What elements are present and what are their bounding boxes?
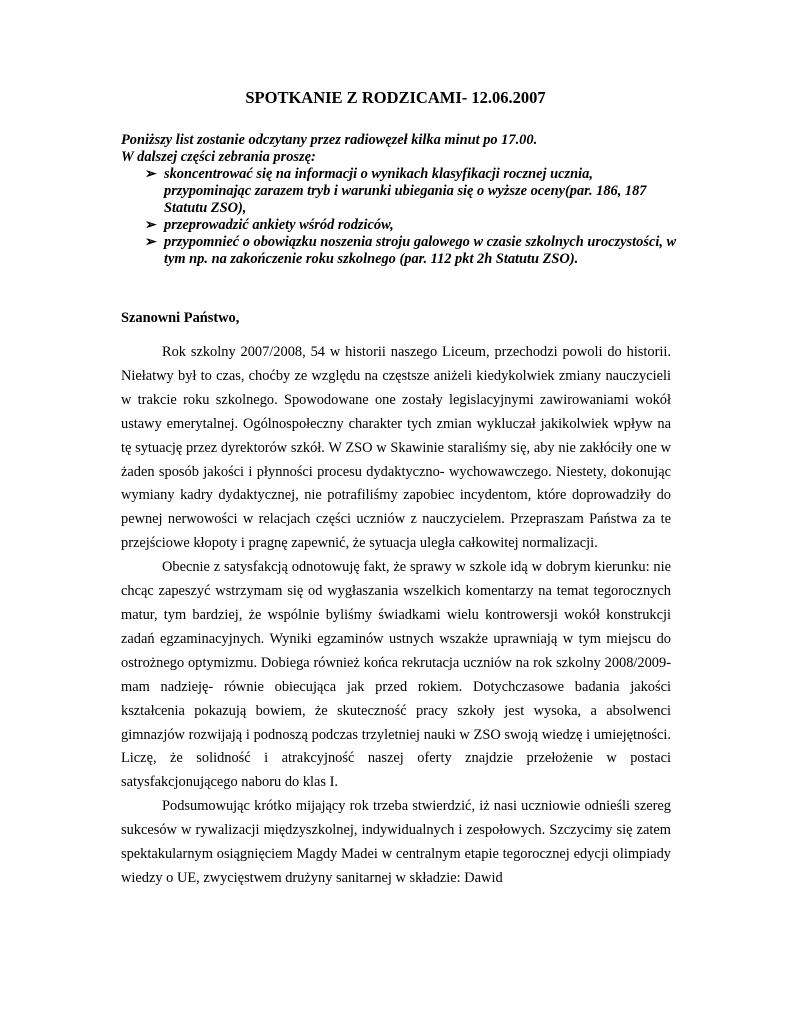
instruction-item xyxy=(145,234,681,268)
instruction-item xyxy=(145,217,681,234)
instruction-text: przypomnieć o obowiązku noszenia stroju galowego w czasie szkolnych uroczystości, w tym np. na zakończenie roku szkolnego (par. 112 pkt 2h Statutu ZSO). xyxy=(164,234,677,267)
body-paragraph: Rok szkolny 2007/2008, 54 w historii naszego Liceum, przechodzi powoli do historii. Niełatwy był to czas, choćby ze względu na częstsze aniżeli kiedykolwiek zmiany nauczycieli w trakcie roku szkolnego. Spowodowane one zostały legislacyjnymi zawirowaniami wokół ustawy emerytalnej. Ogólnospołeczny charakter tych zmian wykluczał jakikolwiek wpływ na tę sytuację przez dyrektorów szkół. W ZSO w Skawinie staraliśmy się, aby nie zakłóciły one w żaden sposób jakości i płynności procesu dydaktyczno- wychowawczego. Niestety, dokonując wymiany kadry dydaktycznej, nie potrafiliśmy zapobiec incydentom, które doprowadziły do pewnej nerwowości w relacjach części uczniów z nauczycielem. Przepraszam Państwa za te przejściowe kłopoty i pragnę zapewnić, że sytuacja uległa całkowitej normalizacji. xyxy=(121,344,671,552)
intro-line: W dalszej części zebrania proszę: xyxy=(121,149,316,165)
instruction-text: skoncentrować się na informacji o wynikach klasyfikacji rocznej ucznia, przypominając zarazem tryb i warunki ubiegania się o wyższe oceny(par. 186, 187 Statutu ZSO), xyxy=(164,166,647,216)
instruction-list xyxy=(121,166,681,268)
intro-block xyxy=(121,132,681,268)
body-paragraph: Podsumowując krótko mijający rok trzeba stwierdzić, iż nasi uczniowie odnieśli szereg sukcesów w rywalizacji międzyszkolnej, indywidualnych i zespołowych. Szczycimy się zatem spektakularnym osiągnięciem Magdy Madei w centralnym etapie tegorocznej edycji olimpiady wiedzy o UE, zwycięstwem drużyny sanitarnej w składzie: Dawid xyxy=(121,798,671,886)
body-paragraph: Obecnie z satysfakcją odnotowuję fakt, że sprawy w szkole idą w dobrym kierunku: nie chcąc zapeszyć wstrzymam się od wygłaszania wszelkich komentarzy na temat tegorocznych matur, tym bardziej, że wspólnie byliśmy świadkami wielu kontrowersji wokół konstrukcji zadań egzaminacyjnych. Wyniki egzaminów ustnych wszakże uprawniają w tym miejscu do ostrożnego optymizmu. Dobiega również końca rekrutacja uczniów na rok szkolny 2008/2009- mam nadzieję- równie obiecująca jak przed rokiem. Dotychczasowe badania jakości kształcenia pokazują bowiem, że skuteczność pracy szkoły jest wysoka, a absolwenci gimnazjów rozwijają i podnoszą podczas trzyletniej nauki w ZSO swoją wiedzę i umiejętności. Liczę, że solidność i atrakcyjność naszej oferty znajdzie przełożenie w postaci satysfakcjonującego naboru do klas I. xyxy=(121,559,671,791)
intro-line: Poniższy list zostanie odczytany przez radiowęzeł kilka minut po 17.00. xyxy=(121,132,538,148)
arrow-bullet-icon: ➢ xyxy=(145,167,157,182)
document-title: SPOTKANIE Z RODZICAMI- 12.06.2007 xyxy=(245,88,546,107)
instruction-item xyxy=(145,166,681,217)
instruction-text: przeprowadzić ankiety wśród rodziców, xyxy=(164,217,394,233)
arrow-bullet-icon: ➢ xyxy=(145,218,157,233)
salutation: Szanowni Państwo, xyxy=(121,310,240,326)
letter-body xyxy=(121,341,671,891)
arrow-bullet-icon: ➢ xyxy=(145,235,157,250)
